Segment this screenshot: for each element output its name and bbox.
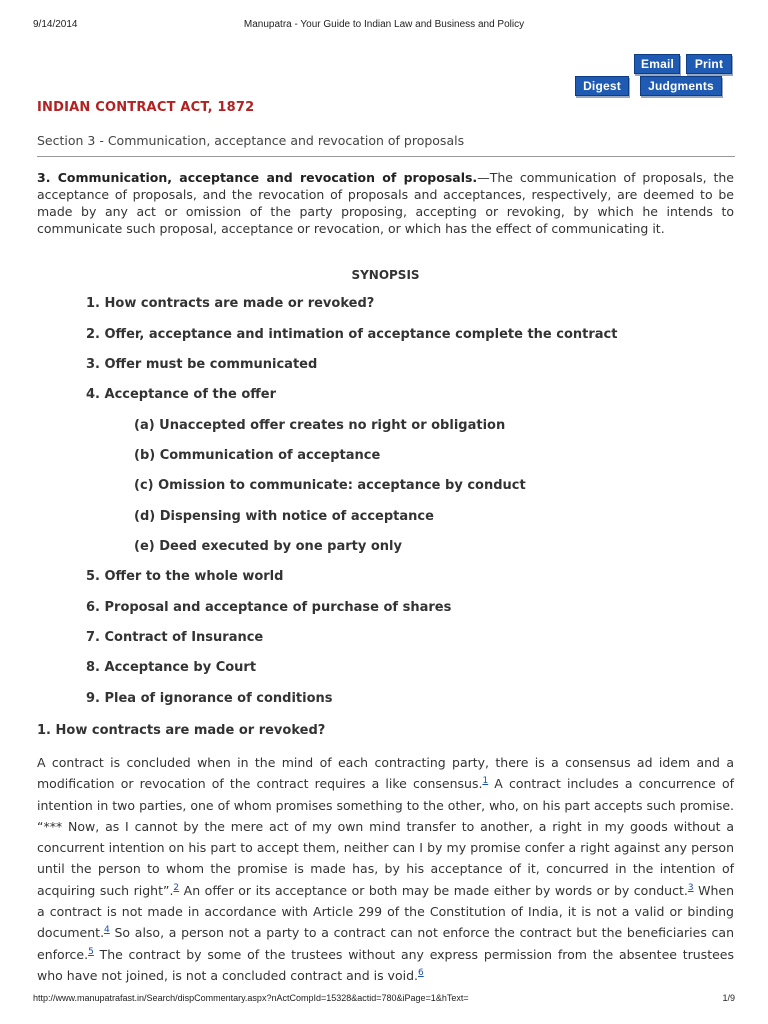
section-body: —The communication of proposals, the acceptance of proposals, and the revocation of proposals and acceptances, respectively, are deemed to be made by any act or omission of the party proposing, accepting or revoking, by which he intends to communicate such proposal, acceptance or revocation, or which has the effect of communicating it. [37, 170, 734, 236]
paragraph-text: An offer or its acceptance or both may be made either by words or by conduct. [179, 882, 688, 898]
synopsis-item[interactable]: 6. Proposal and acceptance of purchase of shares [86, 600, 452, 615]
print-footer [33, 993, 735, 1007]
print-date: 9/14/2014 [33, 19, 78, 30]
footnote-link[interactable]: 3 [687, 882, 694, 893]
paragraph-text: When a contract is not made in accordance with Article 299 of the Constitution of India, it is not a valid or binding document. [37, 882, 735, 941]
synopsis-item[interactable]: 4. Acceptance of the offer [86, 387, 277, 402]
synopsis-item[interactable]: 9. Plea of ignorance of conditions [86, 691, 333, 706]
synopsis-item[interactable]: (b) Communication of acceptance [134, 448, 381, 463]
paragraph-text: The contract by some of the trustees without any express permission from the absentee trustees who have not joined, is not a concluded contract and is void. [37, 946, 734, 983]
footnote-link[interactable]: 5 [88, 946, 94, 957]
footnote-link[interactable]: 6 [418, 967, 424, 978]
page-url: http://www.manupatrafast.in/Search/dispCommentary.aspx?nActCompId=15328&actid=780&iPage=1&hText= [33, 993, 469, 1003]
section-title: Section 3 - Communication, acceptance and revocation of proposals [37, 133, 465, 148]
page-count: 1/9 [722, 993, 735, 1003]
paragraph-text: So also, a person not a party to a contract can not enforce the contract but the beneficiaries can enforce. [37, 925, 734, 962]
print-button[interactable]: Print [686, 54, 732, 74]
section-text [37, 169, 734, 237]
synopsis-item[interactable]: (c) Omission to communicate: acceptance by conduct [134, 478, 526, 493]
paragraph-text: A contract includes a concurrence of intention in two parties, one of whom promises something to the other, who, on his part accepts such promise. “*** Now, as I cannot by the mere act of my own mind transfer to another, a right in my goods without a concurrent intention on his part to accept them, neither can I by my promise confer a right against any person until the person to whom the promise is made has, by his acceptance of it, concurred in the intention of acquiring such right”. [37, 776, 734, 898]
synopsis-item[interactable]: 3. Offer must be communicated [86, 357, 318, 372]
footnote-link[interactable]: 2 [173, 882, 180, 893]
judgments-button[interactable]: Judgments [640, 76, 722, 96]
act-title: INDIAN CONTRACT ACT, 1872 [37, 100, 255, 115]
synopsis-item[interactable]: 7. Contract of Insurance [86, 630, 264, 645]
synopsis-item[interactable]: 1. How contracts are made or revoked? [86, 296, 375, 311]
email-button[interactable]: Email [634, 54, 680, 74]
synopsis-item[interactable]: 5. Offer to the whole world [86, 569, 284, 584]
synopsis-item[interactable]: (a) Unaccepted offer creates no right or obligation [134, 418, 506, 433]
synopsis-item[interactable]: 2. Offer, acceptance and intimation of acceptance complete the contract [86, 327, 618, 342]
section1-body [37, 752, 734, 986]
digest-button[interactable]: Digest [575, 76, 629, 96]
section1-heading: 1. How contracts are made or revoked? [37, 723, 326, 738]
section-heading: 3. Communication, acceptance and revocation of proposals. [37, 170, 478, 185]
synopsis-title: SYNOPSIS [351, 268, 420, 282]
synopsis-item[interactable]: 8. Acceptance by Court [86, 660, 257, 675]
footnote-link[interactable]: 1 [482, 776, 489, 787]
print-header [33, 19, 735, 33]
print-page-title: Manupatra - Your Guide to Indian Law and Business and Policy [243, 19, 525, 30]
divider [37, 156, 735, 157]
synopsis-item[interactable]: (d) Dispensing with notice of acceptance [134, 509, 434, 524]
paragraph-text: A contract is concluded when in the mind of each contracting party, there is a consensus ad idem and a modification or revocation of the contract requires a like consensus. [37, 755, 734, 792]
footnote-link[interactable]: 4 [104, 925, 110, 936]
synopsis-item[interactable]: (e) Deed executed by one party only [134, 539, 402, 554]
